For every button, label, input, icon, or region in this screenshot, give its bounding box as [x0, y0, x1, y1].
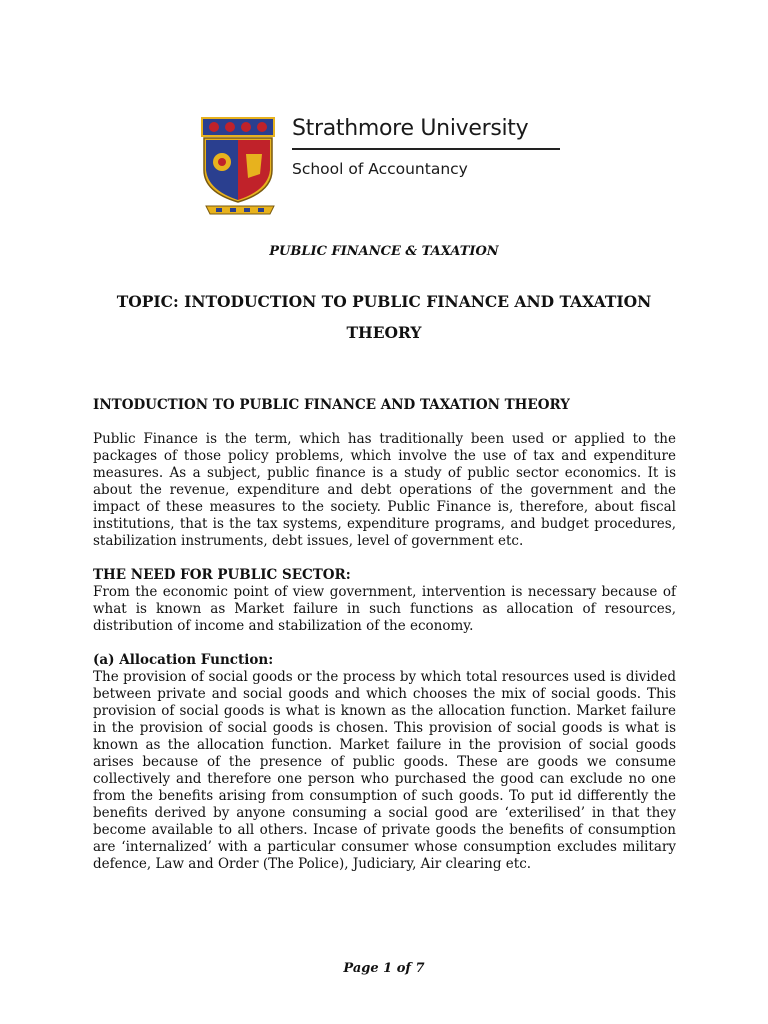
document-header — [200, 112, 580, 216]
page-number: Page 1 of 7 — [343, 961, 425, 976]
section-heading-allocation: (a) Allocation Function: — [93, 652, 274, 668]
paragraph-intro: Public Finance is the term, which has traditionally been used or applied to the packages of those policy problems, which involve the use of tax and expenditure measures. As a subject, public finance is a study of public sector economics. It is about the revenue, expenditure and debt operations of the government and the impact of these measures to the society. Public Finance is, therefore, about fiscal institutions, that is the tax systems, expenditure programs, and budget procedures, stabilization instruments, debt issues, level of government etc. — [93, 431, 676, 549]
school-name: School of Accountancy — [292, 160, 468, 178]
paragraph-need: From the economic point of view government, intervention is necessary because of what is known as Market failure in such functions as allocation of resources, distribution of income and stabilization of the economy. — [93, 584, 676, 634]
university-name: Strathmore University — [292, 116, 529, 141]
document-body — [93, 397, 676, 873]
paragraph-allocation: The provision of social goods or the process by which total resources used is divided between private and social goods and which chooses the mix of social goods. This provision of social goods is what is known as the allocation function. Market failure in the provision of social goods is chosen. This provision of social goods is what is known as the allocation function. Market failure in the provision of social goods arises because of the presence of public goods. These are goods we consume collectively and therefore one person who purchased the good can exclude no one from the benefits arising from consumption of such goods. To put id differently the benefits derived by anyone consuming a social good are ‘exterilised’ in that they become available to all others. Incase of private goods the benefits of consumption are ‘internalized’ with a particular consumer whose consumption excludes military defence, Law and Order (The Police), Judiciary, Air clearing etc. — [93, 669, 676, 872]
course-title: PUBLIC FINANCE & TAXATION — [269, 244, 499, 259]
section-heading-need: THE NEED FOR PUBLIC SECTOR: — [93, 567, 351, 583]
topic-title: TOPIC: INTODUCTION TO PUBLIC FINANCE AND TAXATION THEORY — [116, 292, 652, 342]
university-crest-icon — [200, 112, 280, 216]
header-divider — [292, 148, 560, 150]
section-heading-intro: INTODUCTION TO PUBLIC FINANCE AND TAXATION THEORY — [93, 397, 570, 413]
